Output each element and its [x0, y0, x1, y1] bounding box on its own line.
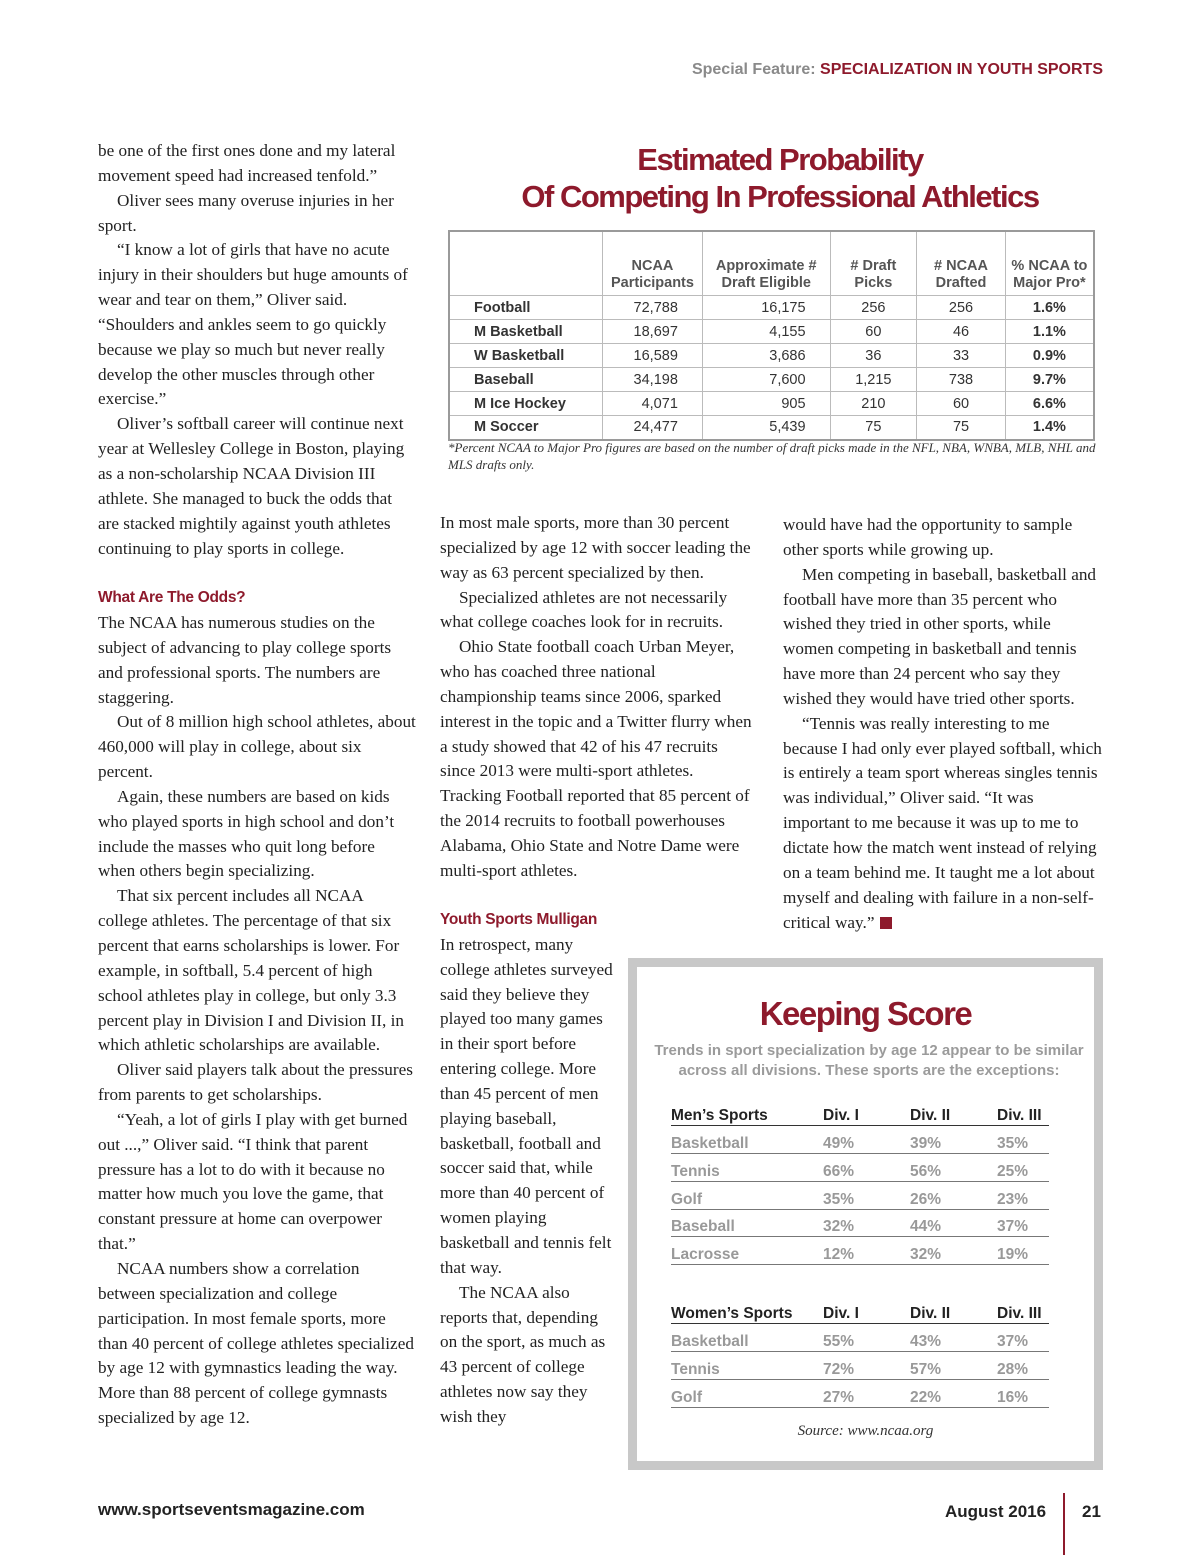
cell: Baseball — [671, 1209, 823, 1237]
title-line-2: Of Competing In Professional Athletics — [521, 179, 1039, 214]
cell: 7,600 — [702, 368, 830, 392]
cell: Golf — [671, 1181, 823, 1209]
cell: 43% — [910, 1324, 997, 1352]
keeping-score-subtitle: Trends in sport specialization by age 12 appear to be similar across all divisions. These sports are the exceptions: — [654, 1042, 1084, 1079]
paragraph: The NCAA has numerous studies on the subject of advancing to play college sports and professional sports. The numbers are staggering. — [98, 613, 392, 707]
header-kicker: Special Feature: — [691, 61, 816, 78]
header-cell: # Draft Picks — [830, 231, 917, 296]
cell: 6.6% — [1005, 392, 1094, 416]
cell: 256 — [917, 296, 1006, 320]
paragraph: be one of the first ones done and my lateral movement speed had increased tenfold.” — [98, 141, 396, 185]
paragraph: “I know a lot of girls that have no acute injury in their shoulders but huge amounts of wear and tear on them,” Oliver said. “Shoulders and ankles seem to go quickly because we play so much but never really develop the other muscles through other exercise.” — [98, 240, 408, 409]
table-row — [671, 1181, 1049, 1209]
table-row — [671, 1324, 1049, 1352]
cell: 210 — [830, 392, 917, 416]
cell: 57% — [910, 1352, 997, 1380]
cell: 4,155 — [702, 320, 830, 344]
header-cell: Women’s Sports — [671, 1296, 823, 1324]
cell: 23% — [997, 1181, 1049, 1209]
cell: 39% — [910, 1126, 997, 1154]
table-row — [671, 1352, 1049, 1380]
table-row — [449, 296, 1094, 320]
end-mark-icon — [880, 917, 892, 929]
cell: 1.6% — [1005, 296, 1094, 320]
cell: 0.9% — [1005, 344, 1094, 368]
paragraph: In retrospect, many college athletes surveyed said they believe they played too many games in their sport before entering college. More than 45 percent of men playing baseball, basketball, football and soccer said that, while more than 40 percent of women playing basketball and tennis felt that way. — [440, 934, 613, 1277]
sport-cell: Football — [449, 296, 603, 320]
paragraph — [783, 712, 1103, 936]
paragraph: Out of 8 million high school athletes, about 460,000 will play in college, about six percent. — [98, 712, 416, 782]
header-cell: Div. II — [910, 1098, 997, 1126]
keeping-score-title: Keeping Score — [759, 995, 972, 1032]
cell: 37% — [997, 1209, 1049, 1237]
article-column-1 — [98, 139, 416, 1431]
cell: 9.7% — [1005, 368, 1094, 392]
footer-divider — [1063, 1493, 1065, 1555]
cell: 256 — [830, 296, 917, 320]
cell: 19% — [997, 1237, 1049, 1265]
header-cell: Div. I — [823, 1098, 910, 1126]
footer-website: www.sportseventsmagazine.com — [98, 1500, 365, 1519]
cell: Tennis — [671, 1154, 823, 1182]
cell: 28% — [997, 1352, 1049, 1380]
cell: 12% — [823, 1237, 910, 1265]
cell: 27% — [823, 1379, 910, 1407]
keeping-score-box — [628, 958, 1103, 1470]
article-column-3 — [783, 513, 1103, 935]
cell: 1.1% — [1005, 320, 1094, 344]
cell: 72,788 — [603, 296, 703, 320]
table-row — [449, 320, 1094, 344]
table-row — [449, 344, 1094, 368]
cell: 3,686 — [702, 344, 830, 368]
paragraph: Men competing in baseball, basketball and football have more than 35 percent who wished they tried in other sports, while women competing in basketball and tennis have more than 24 percent who say they wished they would have tried other sports. — [783, 564, 1097, 708]
cell: 905 — [702, 392, 830, 416]
cell: 72% — [823, 1352, 910, 1380]
cell: 75 — [830, 416, 917, 440]
cell: 33 — [917, 344, 1006, 368]
paragraph: In most male sports, more than 30 percent specialized by age 12 with soccer leading the way as 63 percent specialized by then. — [440, 513, 751, 582]
cell: 16% — [997, 1379, 1049, 1407]
cell: 60 — [830, 320, 917, 344]
paragraph: Ohio State football coach Urban Meyer, who has coached three national championship teams since 2006, sparked interest in the topic and a Twitter flurry when a study showed that 42 of his 47 recruits since 2013 were multi-sport athletes. Tracking Football reported that 85 percent of the 2014 recruits to football powerhouses Alabama, Ohio State and Notre Dame were multi-sport athletes. — [440, 637, 752, 880]
keeping-score-source: Source: www.ncaa.org — [797, 1423, 934, 1439]
cell: 1.4% — [1005, 416, 1094, 440]
header-cell — [449, 231, 603, 296]
paragraph: “Yeah, a lot of girls I play with get burned out ...,” Oliver said. “I think that parent pressure has a lot to do with it because no matter how much you love the game, that constant pressure at home can overpower that.” — [98, 1109, 408, 1254]
paragraph: Again, these numbers are based on kids who played sports in high school and don’t include the masses who quit long before when others begin specializing. — [98, 786, 395, 881]
header-cell: Div. III — [997, 1098, 1049, 1126]
paragraph: Oliver’s softball career will continue next year at Wellesley College in Boston, playing as a non-scholarship NCAA Division III athlete. She managed to buck the odds that are stacked mightily against youth athletes continuing to play sports in college. — [98, 414, 405, 558]
table-row — [449, 368, 1094, 392]
paragraph: That six percent includes all NCAA college athletes. The percentage of that six percent that earns scholarships is lower. For example, in softball, 5.4 percent of high school athletes play in college, but only 3.3 percent play in Division I and Division II, in which athletic scholarships are available. — [98, 886, 404, 1055]
paragraph: Specialized athletes are not necessarily what college coaches look for in recruits. — [440, 587, 728, 632]
table-footnote: *Percent NCAA to Major Pro figures are based on the number of draft picks made in the NFL, NBA, WNBA, MLB, NHL and MLS drafts only. — [448, 440, 1096, 472]
paragraph-text: “Tennis was really interesting to me because I had only ever played softball, which is entirely a team sport whereas singles tennis was individual,” Oliver said. “It was important to me because it was up to me to dictate how the match went instead of relying on a team behind me. It taught me a lot about myself and dealing with failure in a non-self-critical way.” — [783, 713, 1102, 932]
article-column-2-lower — [440, 908, 618, 1430]
header-cell: # NCAA Drafted — [917, 231, 1006, 296]
cell: 35% — [823, 1181, 910, 1209]
cell: Golf — [671, 1379, 823, 1407]
header-cell: Div. III — [997, 1296, 1049, 1324]
cell: Tennis — [671, 1352, 823, 1380]
cell: Basketball — [671, 1324, 823, 1352]
cell: 4,071 — [603, 392, 703, 416]
table-row — [671, 1154, 1049, 1182]
header-topic: SPECIALIZATION IN YOUTH SPORTS — [820, 61, 1103, 78]
cell: 32% — [823, 1209, 910, 1237]
probability-table-title — [460, 141, 1100, 215]
header-cell: Div. II — [910, 1296, 997, 1324]
table-row — [671, 1126, 1049, 1154]
table-row — [449, 392, 1094, 416]
cell: 1,215 — [830, 368, 917, 392]
cell: Basketball — [671, 1126, 823, 1154]
table-row — [671, 1237, 1049, 1265]
cell: 22% — [910, 1379, 997, 1407]
cell: Lacrosse — [671, 1237, 823, 1265]
table-header-row — [449, 231, 1094, 296]
table-row — [671, 1209, 1049, 1237]
sport-cell: M Basketball — [449, 320, 603, 344]
footer-issue-date: August 2016 — [945, 1502, 1047, 1521]
table-row — [671, 1379, 1049, 1407]
title-line-1: Estimated Probability — [637, 142, 923, 177]
cell: 56% — [910, 1154, 997, 1182]
sport-cell: Baseball — [449, 368, 603, 392]
header-cell: Approximate # Draft Eligible — [702, 231, 830, 296]
subhead-odds: What Are The Odds? — [98, 589, 246, 607]
womens-sports-table — [671, 1296, 1049, 1408]
cell: 32% — [910, 1237, 997, 1265]
cell: 738 — [917, 368, 1006, 392]
cell: 49% — [823, 1126, 910, 1154]
cell: 18,697 — [603, 320, 703, 344]
header-cell: Men’s Sports — [671, 1098, 823, 1126]
cell: 37% — [997, 1324, 1049, 1352]
cell: 44% — [910, 1209, 997, 1237]
sport-cell: W Basketball — [449, 344, 603, 368]
cell: 35% — [997, 1126, 1049, 1154]
cell: 34,198 — [603, 368, 703, 392]
table-header-row — [671, 1098, 1049, 1126]
page-number: 21 — [1082, 1502, 1101, 1521]
cell: 46 — [917, 320, 1006, 344]
header-cell: % NCAA to Major Pro* — [1005, 231, 1094, 296]
cell: 16,589 — [603, 344, 703, 368]
paragraph: would have had the opportunity to sample other sports while growing up. — [783, 515, 1073, 559]
mens-sports-table — [671, 1098, 1049, 1265]
header-cell: NCAA Participants — [603, 231, 703, 296]
paragraph: Oliver sees many overuse injuries in her sport. — [98, 190, 394, 235]
probability-table — [448, 230, 1095, 441]
subhead-mulligan: Youth Sports Mulligan — [440, 911, 598, 928]
paragraph: The NCAA also reports that, depending on the sport, as much as 43 percent of college athletes now say they wish they — [440, 1282, 606, 1426]
paragraph: NCAA numbers show a correlation between specialization and college participation. In most female sports, more than 40 percent of college athletes specialized by age 12 with gymnastics leading the way. More than 88 percent of college gymnasts specialized by age 12. — [98, 1258, 414, 1428]
sport-cell: M Soccer — [449, 416, 603, 440]
sport-cell: M Ice Hockey — [449, 392, 603, 416]
cell: 5,439 — [702, 416, 830, 440]
cell: 16,175 — [702, 296, 830, 320]
cell: 55% — [823, 1324, 910, 1352]
cell: 66% — [823, 1154, 910, 1182]
paragraph: Oliver said players talk about the pressures from parents to get scholarships. — [98, 1060, 413, 1105]
table-header-row — [671, 1296, 1049, 1324]
cell: 26% — [910, 1181, 997, 1209]
cell: 25% — [997, 1154, 1049, 1182]
cell: 75 — [917, 416, 1006, 440]
article-column-2 — [440, 511, 752, 884]
cell: 60 — [917, 392, 1006, 416]
cell: 24,477 — [603, 416, 703, 440]
running-header — [692, 61, 1103, 79]
cell: 36 — [830, 344, 917, 368]
table-row — [449, 416, 1094, 440]
header-cell: Div. I — [823, 1296, 910, 1324]
